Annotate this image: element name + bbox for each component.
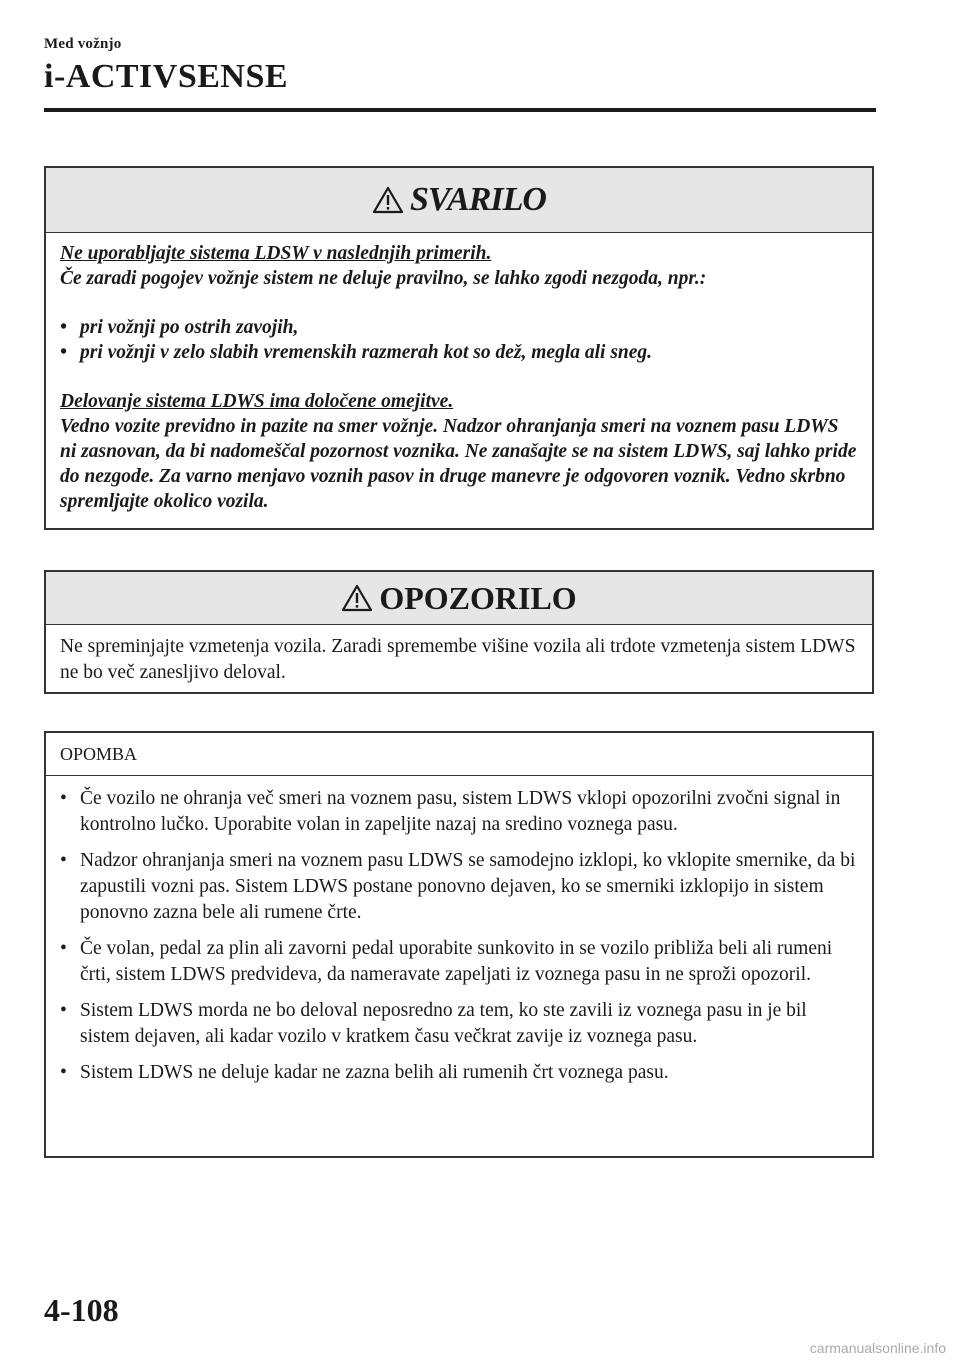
note-box-title: OPOMBA [46,733,872,776]
danger-box-body [46,233,872,526]
list-item: • pri vožnji po ostrih zavojih, [60,317,299,338]
watermark: carmanualsonline.info [809,1340,946,1356]
caution-box-text: Ne spreminjajte vzmetenja vozila. Zaradi spremembe višine vozila ali trdote vzmetenja sistem LDWS ne bo več zanesljivo deloval. [60,636,856,683]
caution-box-header [46,572,872,625]
warning-triangle-icon [372,186,404,214]
warning-triangle-icon [341,584,373,612]
list-item: • Nadzor ohranjanja smeri na voznem pasu LDWS se samodejno izklopi, ko vklopite smernike, da bi zapustili vozni pas. Sistem LDWS postane ponovno dejaven, ko se smerniki izklopijo in sistem ponovno zazna bele ali rumene črte. [60,850,856,923]
list-item: • Če volan, pedal za plin ali zavorni pedal uporabite sunkovito in se vozilo približa beli ali rumeni črti, sistem LDWS predvideva, da nameravate zapeljati iz voznega pasu in ne sproži opozoril. [60,938,833,985]
note-box-body [46,776,872,1102]
danger-heading-1: Ne uporabljajte sistema LDSW v naslednjih primerih. [60,243,492,264]
list-item: • pri vožnji v zelo slabih vremenskih razmerah kot so dež, megla ali sneg. [60,342,653,363]
list-item: • Če vozilo ne ohranja več smeri na voznem pasu, sistem LDWS vklopi opozorilni zvočni signal in kontrolno lučko. Uporabite volan in zapeljite nazaj na sredino voznega pasu. [60,788,841,835]
caution-box-title: OPOZORILO [379,579,577,616]
section-label: Med vožnjo [44,36,122,52]
danger-line-1: Če zaradi pogojev vožnje sistem ne deluje pravilno, se lahko zgodi nezgoda, npr.: [60,268,707,289]
danger-heading-2: Delovanje sistema LDWS ima določene omejitve. [60,391,454,412]
danger-box-title: SVARILO [410,181,546,218]
caution-box [44,570,874,694]
list-item: • Sistem LDWS morda ne bo deloval neposredno za tem, ko ste zavili iz voznega pasu in je bil sistem dejaven, ali kadar vozilo v kratkem času večkrat zavije iz voznega pasu. [60,1000,807,1047]
note-box [44,731,874,1158]
list-item: • Sistem LDWS ne deluje kadar ne zazna belih ali rumenih črt voznega pasu. [60,1062,669,1083]
page-number: 4-108 [44,1292,119,1328]
danger-paragraph-2: Vedno vozite previdno in pazite na smer vožnje. Nadzor ohranjanja smeri na voznem pasu LDWS ni zasnovan, da bi nadomeščal pozornost voznika. Ne zanašajte se na sistem LDWS, saj lahko pride do nezgode. Za varno menjavo voznih pasov in druge manevre je odgovoren voznik. Vedno skrbno spremljajte okolico vozila. [60,416,857,512]
danger-box [44,166,874,530]
danger-box-header [46,168,872,233]
chapter-title: i-ACTIVSENSE [44,58,289,95]
header-rule [44,108,876,112]
